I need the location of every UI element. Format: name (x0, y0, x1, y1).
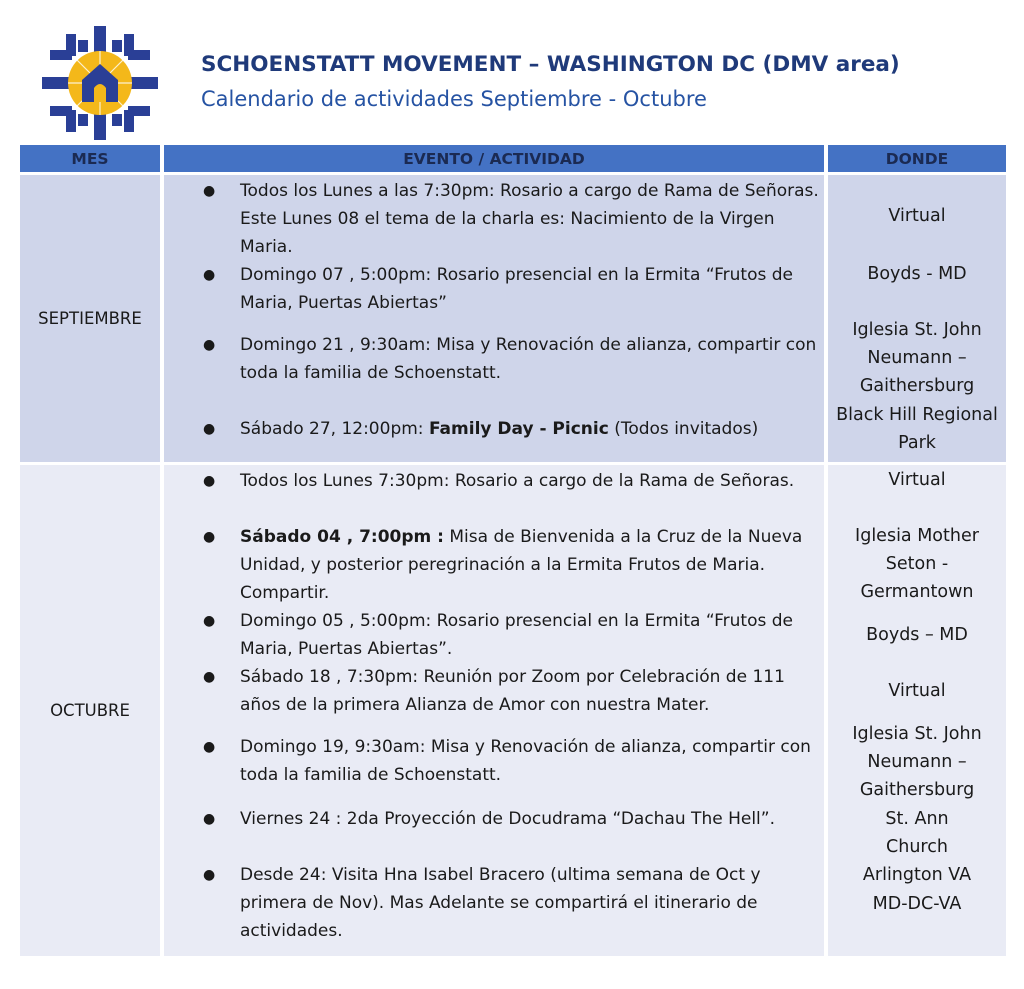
schoenstatt-logo (38, 24, 162, 142)
location: Iglesia Mother Seton - Germantown (855, 526, 979, 602)
event-item: ● Viernes 24 : 2da Proyección de Docudrama “Dachau The Hell”. (203, 809, 775, 829)
location: Boyds – MD (866, 625, 968, 645)
locations-cell-septiembre (828, 175, 1006, 462)
event-item: ● Domingo 21 , 9:30am: Misa y Renovación de alianza, compartir con toda la familia de Schoenstatt. (203, 335, 817, 383)
location: Black Hill Regional Park (836, 405, 998, 453)
event-item: ● Sábado 18 , 7:30pm: Reunión por Zoom por Celebración de 111 años de la primera Alianza de Amor con nuestra Mater. (203, 667, 785, 715)
month-label: OCTUBRE (50, 701, 130, 720)
locations-cell-octubre (828, 465, 1006, 956)
location: MD-DC-VA (872, 894, 962, 914)
location: Boyds - MD (867, 264, 967, 284)
location: Iglesia St. John Neumann – Gaithersburg (852, 320, 982, 396)
event-item: ● Domingo 19, 9:30am: Misa y Renovación de alianza, compartir con toda la familia de Schoenstatt. (203, 737, 811, 785)
event-item: ● Desde 24: Visita Hna Isabel Bracero (ultima semana de Oct y primera de Nov). Mas Adelante se compartirá el itinerario de actividades. (203, 865, 761, 941)
location: Virtual (888, 681, 946, 701)
col-header-evento: EVENTO / ACTIVIDAD (164, 145, 824, 172)
location: Iglesia St. John Neumann – Gaithersburg (852, 724, 982, 800)
event-item: ● Todos los Lunes a las 7:30pm: Rosario a cargo de Rama de Señoras. Este Lunes 08 el tema de la charla es: Nacimiento de la Virgen Maria. (203, 181, 819, 257)
month-cell-septiembre (20, 175, 160, 462)
month-cell-octubre (20, 465, 160, 956)
location: Virtual (888, 470, 946, 490)
col-header-mes: MES (20, 145, 160, 172)
page-subtitle: Calendario de actividades Septiembre - Octubre (201, 87, 707, 111)
event-item: ● Sábado 27, 12:00pm: Family Day - Picnic (Todos invitados) (203, 419, 759, 439)
month-label: SEPTIEMBRE (38, 309, 142, 328)
event-item: ● Domingo 07 , 5:00pm: Rosario presencial en la Ermita “Frutos de Maria, Puertas Abiertas” (203, 265, 794, 313)
location: Virtual (888, 206, 946, 226)
event-item: ● Sábado 04 , 7:00pm : Misa de Bienvenida a la Cruz de la Nueva Unidad, y posterior peregrinación a la Ermita Frutos de Maria. Compartir. (203, 527, 803, 603)
events-cell-septiembre (164, 175, 824, 462)
events-cell-octubre (164, 465, 824, 956)
event-item: ● Todos los Lunes 7:30pm: Rosario a cargo de la Rama de Señoras. (203, 471, 795, 491)
event-item: ● Domingo 05 , 5:00pm: Rosario presencial en la Ermita “Frutos de Maria, Puertas Abiertas”. (203, 611, 794, 659)
location: St. Ann Church Arlington VA (862, 809, 972, 885)
page-title: SCHOENSTATT MOVEMENT – WASHINGTON DC (DMV area) (201, 52, 900, 77)
col-header-donde: DONDE (828, 145, 1006, 172)
